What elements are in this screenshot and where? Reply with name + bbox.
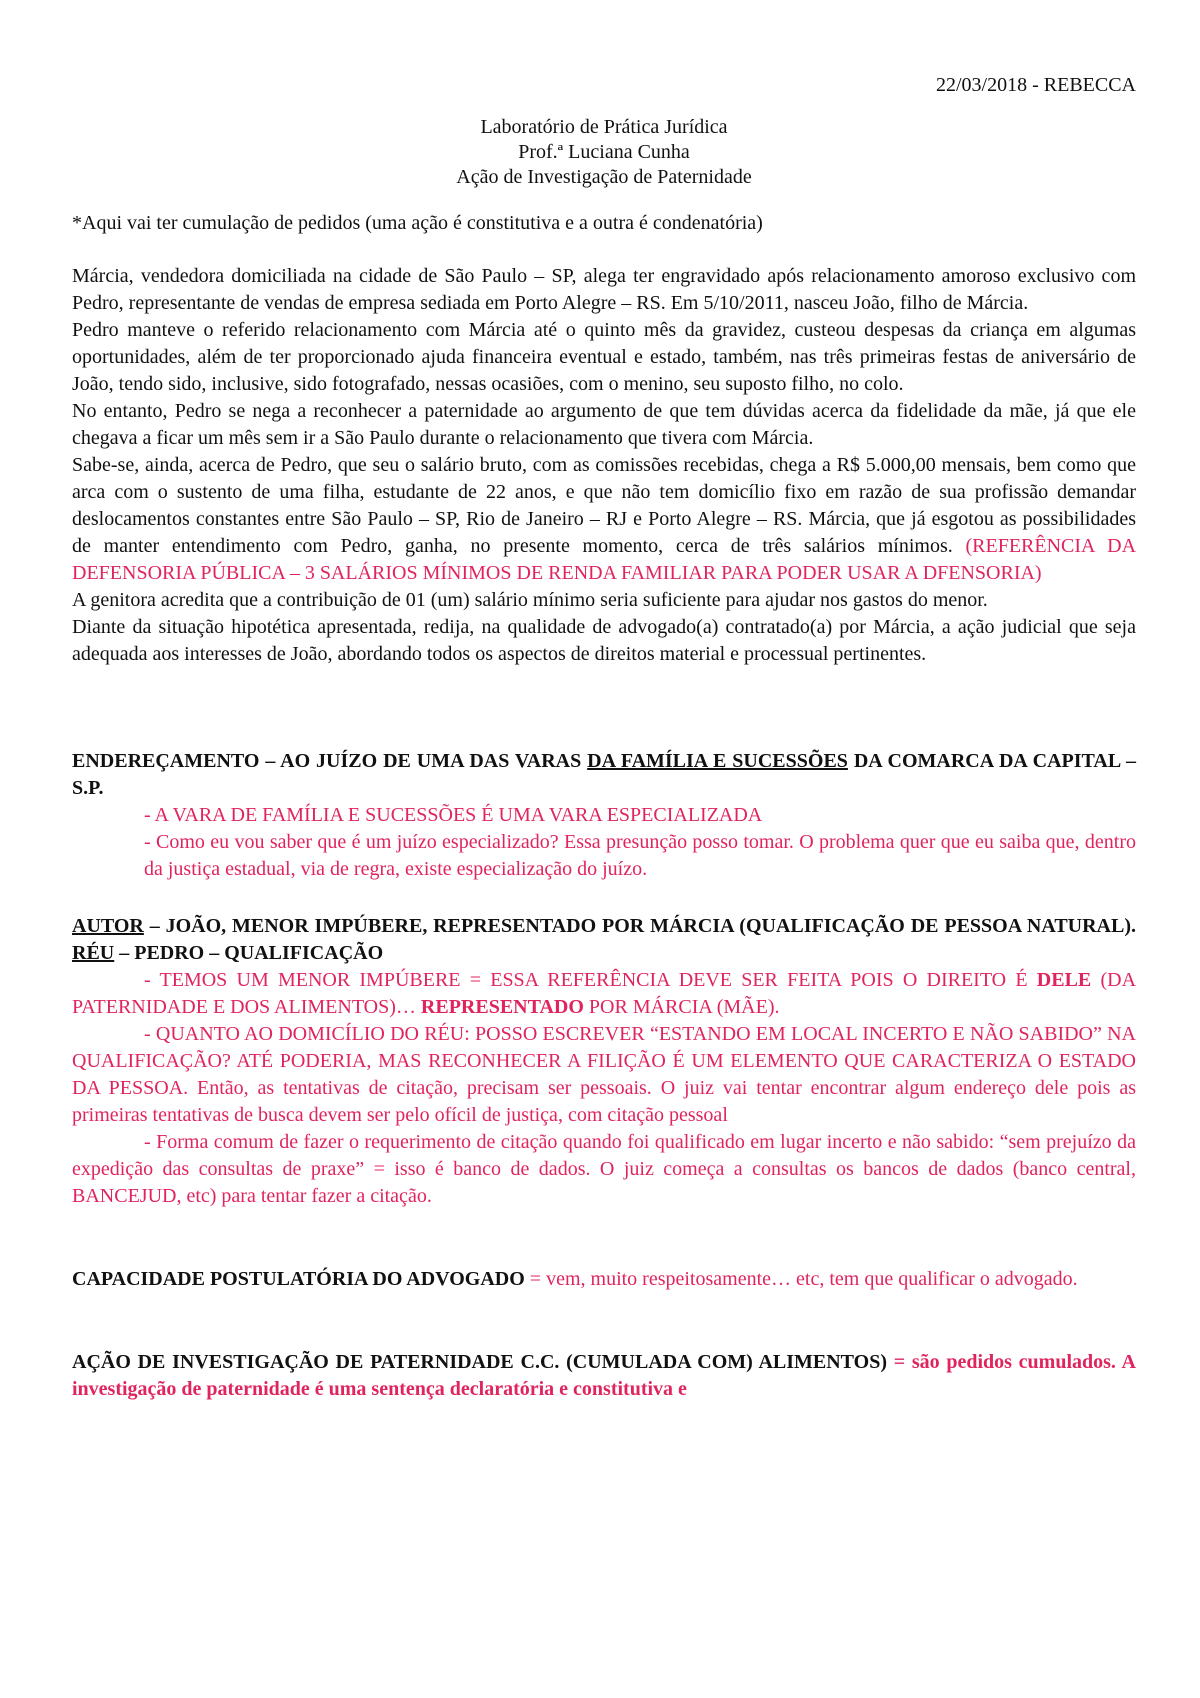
reu-text: – PEDRO – QUALIFICAÇÃO [114, 942, 384, 964]
case-paragraph-4-text: Sabe-se, ainda, acerca de Pedro, que seu o salário bruto, com as comissões recebidas, chega a R$ 5.000,00 mensais, bem como que arca com o sustento de uma filha, estudante de 22 anos, e que não tem domicílio fixo em razão de sua profissão demandar deslocamentos constantes entre São Paulo – SP, Rio de Janeiro – RJ e Porto Alegre – RS. Márcia, que já esgotou as possibilidades de manter entendimento com Pedro, ganha, no presente momento, cerca de três salários mínimos. [72, 454, 1136, 557]
header-course: Laboratório de Prática Jurídica [480, 116, 728, 138]
document-content [72, 72, 1136, 1403]
acao-paragraph [72, 1349, 1136, 1403]
case-paragraph-2: Pedro manteve o referido relacionamento com Márcia até o quinto mês da gravidez, custeou despesas da criança em algumas oportunidades, além de ter proporcionado ajuda financeira eventual e estado, também, nas três primeiras festas de aniversário de João, tendo sido, inclusive, sido fotografado, nessas ocasiões, com o menino, seu suposto filho, no colo. [72, 319, 1136, 395]
enderecamento-note-2: - Como eu vou saber que é um juízo especializado? Essa presunção posso tomar. O problema quer que eu saiba que, dentro da justiça estadual, via de regra, existe especialização do juízo. [144, 831, 1136, 880]
partes-note-1-bold-dele: DELE [1036, 969, 1092, 991]
partes-note-1-bold-representado: REPRESENTADO [420, 996, 584, 1018]
capacidade-heading: CAPACIDADE POSTULATÓRIA DO ADVOGADO [72, 1268, 525, 1290]
section-partes [72, 913, 1136, 1210]
case-paragraph-3: No entanto, Pedro se nega a reconhecer a paternidade ao argumento de que tem dúvidas acerca da fidelidade da mãe, já que ele chegava a ficar um mês sem ir a São Paulo durante o relacionamento que tivera com Márcia. [72, 400, 1136, 449]
capacidade-note: = vem, muito respeitosamente… etc, tem que qualificar o advogado. [524, 1268, 1078, 1290]
partes-note-1-part-c: POR MÁRCIA (MÃE). [583, 996, 780, 1018]
partes-note-2: - QUANTO AO DOMICÍLIO DO RÉU: POSSO ESCREVER “ESTANDO EM LOCAL INCERTO E NÃO SABIDO” NA QUALIFICAÇÃO? ATÉ PODERIA, MAS RECONHECER A FILIÇÃO É UM ELEMENTO QUE CARACTERIZA O ESTADO DA PESSOA. Então, as tentativas de citação, precisam ser pessoais. O juiz vai tentar encontrar algum endereço dele pois as primeiras tentativas de busca devem ser pelo ofícil de justiça, com citação pessoal [72, 1023, 1136, 1126]
partes-note-3: - Forma comum de fazer o requerimento de citação quando foi qualificado em lugar incerto e não sabido: “sem prejuízo da expedição das consultas de praxe” = isso é banco de dados. O juiz começa a consultas os bancos de dados (banco central, BANCEJUD, etc) para tentar fazer a citação. [72, 1131, 1136, 1207]
partes-note-1-part-b: (DA PATERNIDADE E DOS ALIMENTOS)… [72, 969, 1137, 1018]
section-enderecamento [72, 748, 1136, 883]
cumulation-note: *Aqui vai ter cumulação de pedidos (uma ação é constitutiva e a outra é condenatória) [72, 212, 763, 234]
enderecamento-heading-part-1: ENDEREÇAMENTO – AO JUÍZO DE UMA DAS VARAS [72, 750, 588, 772]
document-header [72, 115, 1136, 190]
case-paragraph-6: Diante da situação hipotética apresentada, redija, na qualidade de advogado(a) contratado(a) por Márcia, a ação judicial que seja adequada aos interesses de João, abordando todos os aspectos de direitos material e processual pertinentes. [72, 616, 1136, 665]
partes-note-1-part-a: - TEMOS UM MENOR IMPÚBERE = ESSA REFERÊNCIA DEVE SER FEITA POIS O DIREITO É [144, 969, 1037, 991]
case-statement [72, 263, 1136, 668]
enderecamento-heading [72, 748, 1136, 802]
reu-label: RÉU [72, 942, 115, 964]
autor-label: AUTOR [72, 915, 144, 937]
enderecamento-heading-underlined: DA FAMÍLIA E SUCESSÕES [587, 750, 848, 772]
case-paragraph-4 [72, 452, 1136, 587]
case-paragraph-1: Márcia, vendedora domiciliada na cidade de São Paulo – SP, alega ter engravidado após relacionamento amoroso exclusivo com Pedro, representante de vendas de empresa sediada em Porto Alegre – RS. Em 5/10/2011, nasceu João, filho de Márcia. [72, 265, 1136, 314]
case-paragraph-5: A genitora acredita que a contribuição de 01 (um) salário mínimo seria suficiente para ajudar nos gastos do menor. [72, 589, 988, 611]
partes-heading [72, 913, 1136, 967]
acao-heading: AÇÃO DE INVESTIGAÇÃO DE PATERNIDADE C.C. (CUMULADA COM) ALIMENTOS) [72, 1351, 887, 1373]
header-title: Ação de Investigação de Paternidade [456, 166, 752, 188]
defensoria-reference-note: (REFERÊNCIA DA DEFENSORIA PÚBLICA – 3 SALÁRIOS MÍNIMOS DE RENDA FAMILIAR PARA PODER USAR A DFENSORIA) [72, 535, 1137, 584]
acao-note: = são pedidos cumulados. A investigação de paternidade é uma sentença declaratória e constitutiva e [72, 1351, 1136, 1400]
header-professor: Prof.ª Luciana Cunha [518, 141, 690, 163]
capacidade-paragraph [72, 1266, 1136, 1293]
enderecamento-heading-part-2: DA COMARCA DA CAPITAL – S.P. [72, 750, 1136, 799]
partes-note-1 [72, 967, 1136, 1021]
enderecamento-note-1: - A VARA DE FAMÍLIA E SUCESSÕES É UMA VARA ESPECIALIZADA [144, 804, 763, 826]
autor-text: – JOÃO, MENOR IMPÚBERE, REPRESENTADO POR MÁRCIA (QUALIFICAÇÃO DE PESSOA NATURAL). [143, 915, 1136, 937]
date-author-line: 22/03/2018 - REBECCA [935, 74, 1136, 96]
section-capacidade [72, 1266, 1136, 1293]
section-acao [72, 1349, 1136, 1403]
